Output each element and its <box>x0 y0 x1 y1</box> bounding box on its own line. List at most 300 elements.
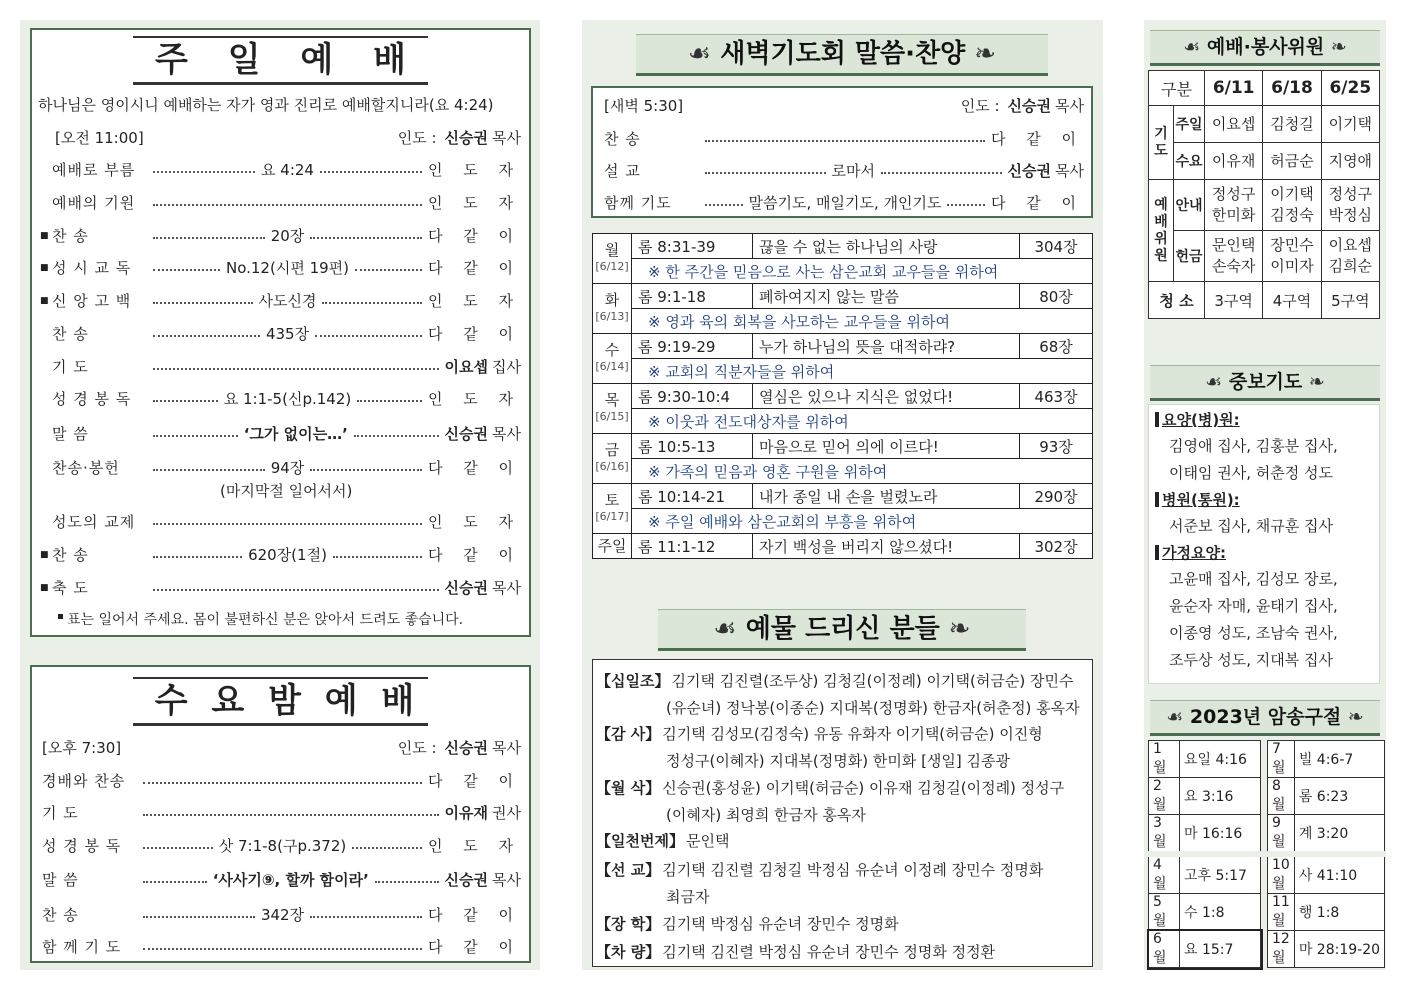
order-person <box>445 869 521 890</box>
memory-verse: 행 1:8 <box>1294 894 1384 931</box>
offering-line <box>596 857 1090 884</box>
leader-dots <box>153 400 218 402</box>
offering-names: 김기택 김성모(김정숙) 유동 유화자 이기택(허금순) 이진형 <box>662 725 1043 743</box>
table-row <box>1149 815 1261 855</box>
offering-entry <box>596 857 1090 911</box>
order-row <box>604 160 1084 181</box>
wednesday-title-wrap <box>30 677 531 726</box>
leader-dots <box>322 302 422 304</box>
memory-month: 10월 <box>1268 854 1295 894</box>
order-person <box>428 290 521 311</box>
dawn-time: [새벽 5:30] <box>604 97 684 115</box>
memory-verse: 마 16:16 <box>1180 815 1261 855</box>
order-label: 설 교 <box>604 162 641 180</box>
leader-dots <box>881 172 1002 174</box>
prayer-row <box>593 259 1093 284</box>
intercession-names: 이종영 성도, 조남숙 권사, <box>1169 624 1338 642</box>
memory-month: 3월 <box>1149 815 1180 855</box>
prayer-row <box>593 359 1093 384</box>
day-name: 목 <box>604 391 620 409</box>
order-detail: 요 1:1-5(신p.142) <box>223 390 352 408</box>
order-row <box>40 388 521 409</box>
order-row <box>42 770 521 791</box>
order-detail: 요 4:24 <box>261 161 314 179</box>
table-header-cell: 구분 <box>1149 71 1205 106</box>
order-label: 함께 기도 <box>604 194 672 212</box>
table-row <box>1268 931 1385 968</box>
person-name: 이요셉 <box>444 358 489 376</box>
order-row <box>40 423 521 444</box>
memory-verse: 요 3:16 <box>1180 778 1261 815</box>
memory-verse: 빌 4:6-7 <box>1294 741 1384 778</box>
order-row <box>40 225 521 246</box>
sunday-leader-role: 목사 <box>492 129 521 147</box>
order-label: 찬 송 <box>52 227 89 245</box>
table-row <box>1149 282 1380 319</box>
order-row <box>40 323 521 344</box>
table-row <box>1268 854 1385 894</box>
offerings-title: 예물 드리신 분들 <box>745 614 940 644</box>
order-label: 경배와 찬송 <box>42 772 126 790</box>
wednesday-leader-label: 인도 : <box>397 739 437 757</box>
stand-mark-icon: ■ <box>40 582 49 593</box>
prayer-topic: ※ 이웃과 전도대상자를 위하여 <box>632 409 1093 434</box>
person-role: 인 도 자 <box>428 292 522 310</box>
day-date: [6/15] <box>595 410 629 423</box>
memory-month: 5월 <box>1149 894 1180 931</box>
day-cell <box>593 484 632 534</box>
table-row <box>1149 854 1261 894</box>
duty-role: 헌금 <box>1174 231 1205 282</box>
dawn-time-row <box>604 95 1084 116</box>
prayer-topic: ※ 가족의 믿음과 영혼 구원을 위하여 <box>632 459 1093 484</box>
table-row <box>1268 741 1385 778</box>
table-header-cell: 6/25 <box>1321 71 1379 106</box>
person-role: 다 같 이 <box>427 938 521 956</box>
sunday-time-row <box>55 127 521 148</box>
leader-dots <box>143 814 439 816</box>
leaf-right-icon: ❧ <box>1308 371 1325 393</box>
day-name: 주일 <box>593 534 632 559</box>
wednesday-time-row <box>42 737 521 758</box>
leader-dots <box>153 556 242 558</box>
intercession-names: 이태임 권사, 허춘정 성도 <box>1169 464 1333 482</box>
leaf-left-icon: ☙ <box>1166 706 1184 728</box>
sermon-topic: 누가 하나님의 뜻을 대적하랴? <box>753 334 1020 359</box>
table-row <box>1149 231 1380 282</box>
bar-mark-icon <box>1155 545 1159 560</box>
order-row <box>40 356 521 377</box>
intercession-title-banner <box>1150 365 1380 401</box>
intercession-group-head: 가정요양: <box>1155 542 1226 563</box>
day-name: 토 <box>604 491 620 509</box>
offering-line <box>596 721 1090 748</box>
day-cell <box>593 334 632 384</box>
order-detail: 94장 <box>270 459 305 477</box>
prayer-row <box>593 409 1093 434</box>
prayer-topic: ※ 주일 예배와 삼은교회의 부흥을 위하여 <box>632 509 1093 534</box>
order-detail: 사도신경 <box>258 292 317 310</box>
order-label: 찬 송 <box>42 906 79 924</box>
dawn-title-banner <box>636 34 1048 76</box>
order-detail: 620장(1절) <box>248 546 327 564</box>
scripture-ref: 롬 9:30-10:4 <box>632 384 753 409</box>
order-row <box>40 577 521 598</box>
leader-dots <box>333 556 422 558</box>
day-date: [6/16] <box>595 460 629 473</box>
memory-verse: 요 15:7 <box>1180 931 1261 968</box>
leader-dots <box>310 916 422 918</box>
prayer-topic: ※ 영과 육의 회복을 사모하는 교우들을 위하여 <box>632 309 1093 334</box>
order-row <box>42 802 521 823</box>
duty-role: 청 소 <box>1149 282 1205 319</box>
order-label: 성 경 봉 독 <box>52 390 132 408</box>
intercession-names: 서준보 집사, 채규훈 집사 <box>1169 517 1333 535</box>
order-label: 말 씀 <box>52 425 89 443</box>
sermon-topic: 자기 백성을 버리지 않으셨다! <box>753 534 1020 559</box>
order-label: 기 도 <box>42 804 79 822</box>
leader-dots <box>153 469 265 471</box>
intercession-names: 김영애 집사, 김홍분 집사, <box>1169 437 1338 455</box>
stand-mark-icon: ■ <box>40 549 49 560</box>
leader-dots <box>705 204 743 206</box>
leader-dots <box>705 140 985 142</box>
scripture-ref: 롬 8:31-39 <box>632 234 753 259</box>
sermon-topic: 폐하여지지 않는 말씀 <box>753 284 1020 309</box>
order-detail: ‘그가 없이는…’ <box>243 425 348 443</box>
table-row <box>1268 815 1385 855</box>
order-row <box>604 192 1084 213</box>
order-row <box>42 869 521 890</box>
offering-category: 【월 삭】 <box>596 779 661 797</box>
table-row <box>1149 741 1261 778</box>
sunday-title-wrap <box>30 36 531 85</box>
prayer-topic: ※ 교회의 직분자들을 위하여 <box>632 359 1093 384</box>
table-row <box>593 234 1093 259</box>
order-label: 찬 송 <box>52 325 89 343</box>
offering-line <box>596 668 1090 695</box>
duty-person: 3구역 <box>1205 282 1263 319</box>
offering-line <box>596 828 1090 855</box>
intercession-title: 중보기도 <box>1228 371 1303 393</box>
order-person <box>445 802 521 823</box>
table-row <box>593 284 1093 309</box>
offering-category: 【감 사】 <box>596 725 661 743</box>
order-detail: No.12(시편 19편) <box>225 259 350 277</box>
order-row <box>42 835 521 856</box>
order-row <box>40 511 521 532</box>
order-label: 기 도 <box>52 358 89 376</box>
duty-role: 주일 <box>1174 106 1205 143</box>
leader-dots <box>153 335 260 337</box>
order-person <box>991 128 1084 149</box>
duty-role: 수요 <box>1174 143 1205 180</box>
duty-person: 문인택 손숙자 <box>1205 231 1263 282</box>
person-role: 집사 <box>492 358 521 376</box>
scripture-ref: 롬 10:5-13 <box>632 434 753 459</box>
leaf-left-icon: ☙ <box>713 614 737 644</box>
leader-dots <box>352 847 422 849</box>
day-date: [6/17] <box>595 510 629 523</box>
memory-month: 2월 <box>1149 778 1180 815</box>
order-detail: 20장 <box>270 227 305 245</box>
order-label: 예배로 부름 <box>52 161 136 179</box>
day-cell <box>593 234 632 284</box>
duty-person: 이요셉 <box>1205 106 1263 143</box>
hymn-number: 304장 <box>1020 234 1093 259</box>
table-row <box>1268 894 1385 931</box>
offering-names-cont: (유순녀) 정낙봉(이종순) 지대복(정명화) 한금자(허춘정) 홍옥자 <box>666 699 1080 717</box>
leader-dots <box>315 335 422 337</box>
memory-verse: 고후 5:17 <box>1180 854 1261 894</box>
person-role: 인 도 자 <box>427 513 521 531</box>
memory-title-banner <box>1150 700 1380 736</box>
day-cell <box>593 434 632 484</box>
duty-role: 안내 <box>1174 180 1205 231</box>
stand-mark-icon: ■ <box>40 295 49 306</box>
scripture-ref: 롬 9:1-18 <box>632 284 753 309</box>
offering-category: 【선 교】 <box>596 861 661 879</box>
hymn-number: 463장 <box>1020 384 1093 409</box>
leader-dots <box>153 589 439 591</box>
bar-mark-icon <box>1155 492 1159 507</box>
person-role: 인 도 자 <box>427 837 521 855</box>
order-row <box>604 128 1084 149</box>
person-role: 권사 <box>492 804 521 822</box>
sermon-topic: 끊을 수 없는 하나님의 사랑 <box>753 234 1020 259</box>
order-label: 찬 송 <box>52 546 89 564</box>
prayer-row <box>593 309 1093 334</box>
duty-person: 허금순 <box>1263 143 1321 180</box>
hymn-number: 80장 <box>1020 284 1093 309</box>
offering-category: 【차 량】 <box>596 943 661 961</box>
scripture-ref: 롬 10:14-21 <box>632 484 753 509</box>
sunday-footnote: 표는 일어서 주세요. 몸이 불편하신 분은 앉아서 드려도 좋습니다. <box>58 609 463 629</box>
memory-month: 12월 <box>1268 931 1295 968</box>
duty-title-banner <box>1150 30 1380 66</box>
sunday-verse: 하나님은 영이시니 예배하는 자가 영과 진리로 예배할지니라(요 4:24) <box>38 96 494 114</box>
order-person <box>428 770 521 791</box>
memory-month: 8월 <box>1268 778 1295 815</box>
day-name: 수 <box>604 341 620 359</box>
order-label: 말 씀 <box>42 871 79 889</box>
order-row <box>40 457 521 478</box>
order-row <box>40 159 521 180</box>
order-person <box>428 936 521 957</box>
leader-dots <box>310 469 422 471</box>
person-role: 다 같 이 <box>428 325 522 343</box>
hymn-number: 302장 <box>1020 534 1093 559</box>
table-row <box>1149 894 1261 931</box>
sunday-leader-name: 신승권 <box>444 129 489 147</box>
hymn-number: 290장 <box>1020 484 1093 509</box>
sunday-time: [오전 11:00] <box>55 129 144 147</box>
duty-group: 예배위원 <box>1149 180 1174 282</box>
order-row <box>42 936 521 957</box>
order-detail: ‘사사기⑨, 할까 함이라’ <box>212 871 369 889</box>
person-name: 신승권 <box>1007 162 1052 180</box>
day-name: 금 <box>604 441 620 459</box>
person-role: 목사 <box>492 871 522 889</box>
person-role: 다 같 이 <box>991 194 1085 212</box>
leader-dots <box>143 916 255 918</box>
order-person <box>428 511 521 532</box>
leader-dots <box>705 172 826 174</box>
intercession-names: 고윤매 집사, 김성모 장로, <box>1169 570 1338 588</box>
memory-month: 4월 <box>1149 854 1180 894</box>
table-header-cell: 6/11 <box>1205 71 1263 106</box>
dawn-leader-role: 목사 <box>1055 97 1084 115</box>
person-role: 다 같 이 <box>427 772 521 790</box>
offering-line <box>596 775 1090 802</box>
order-person <box>445 577 521 598</box>
memory-month: 11월 <box>1268 894 1295 931</box>
leader-dots <box>320 171 422 173</box>
weekly-dawn-table <box>592 233 1093 559</box>
leader-dots <box>375 881 439 883</box>
person-role: 다 같 이 <box>428 259 522 277</box>
leader-dots <box>153 237 265 239</box>
leader-dots <box>153 269 220 271</box>
order-label: 성 경 봉 독 <box>42 837 122 855</box>
order-person <box>991 192 1084 213</box>
person-name: 신승권 <box>444 579 489 597</box>
leader-dots <box>143 881 207 883</box>
duty-person: 이유재 <box>1205 143 1263 180</box>
day-date: [6/13] <box>595 310 629 323</box>
table-row <box>1149 778 1261 815</box>
order-label: 축 도 <box>52 579 89 597</box>
person-role: 인 도 자 <box>427 194 521 212</box>
memory-month: 9월 <box>1268 815 1295 855</box>
duty-person: 이기택 <box>1321 106 1379 143</box>
day-name: 화 <box>604 291 620 309</box>
scripture-ref: 롬 11:1-12 <box>632 534 753 559</box>
order-row <box>40 290 521 311</box>
leader-dots <box>355 269 422 271</box>
leaf-left-icon: ☙ <box>1183 36 1201 58</box>
order-person <box>1008 160 1084 181</box>
leaf-right-icon: ❧ <box>1347 706 1364 728</box>
person-role: 목사 <box>492 579 521 597</box>
stand-mark-icon <box>58 614 63 619</box>
order-person <box>428 835 521 856</box>
duty-person: 4구역 <box>1263 282 1321 319</box>
order-person <box>445 356 521 377</box>
memory-verse: 롬 6:23 <box>1294 778 1384 815</box>
sunday-leader-label: 인도 : <box>397 129 437 147</box>
order-detail: 말씀기도, 매일기도, 개인기도 <box>748 194 942 212</box>
day-cell <box>593 384 632 434</box>
intercession-list <box>1148 404 1380 684</box>
table-row <box>1268 778 1385 815</box>
offering-entry <box>596 828 1090 855</box>
memory-table-left <box>1148 740 1261 968</box>
table-row <box>1149 180 1380 231</box>
dawn-title: 새벽기도회 말씀·찬양 <box>720 39 966 69</box>
order-detail: 삿 7:1-8(구p.372) <box>218 837 347 855</box>
duty-person: 이기택 김정숙 <box>1263 180 1321 231</box>
leader-dots <box>143 847 213 849</box>
offering-names: 김기택 김진렬 박정심 유순녀 장민수 정명화 정정환 <box>662 943 996 961</box>
leaf-left-icon: ☙ <box>687 39 712 69</box>
person-name: 신승권 <box>444 871 489 889</box>
offering-names: 김기택 박정심 유순녀 장민수 정명화 <box>662 915 899 933</box>
order-label: 성 시 교 독 <box>52 259 132 277</box>
duty-person: 이요셉 김희순 <box>1321 231 1379 282</box>
person-role: 인 도 자 <box>427 161 521 179</box>
sermon-topic: 열심은 있으나 지식은 없었다! <box>753 384 1020 409</box>
person-role: 다 같 이 <box>427 227 521 245</box>
leaf-left-icon: ☙ <box>1205 371 1223 393</box>
order-person <box>445 423 521 444</box>
day-date: [6/12] <box>595 260 629 273</box>
order-row <box>40 544 521 565</box>
offering-entry <box>596 668 1090 722</box>
leader-dots <box>153 171 255 173</box>
duty-title: 예배·봉사위원 <box>1206 36 1325 58</box>
duty-person: 김청길 <box>1263 106 1321 143</box>
order-row <box>42 904 521 925</box>
stand-mark-icon: ■ <box>40 230 49 241</box>
leader-dots <box>153 435 238 437</box>
leader-dots <box>357 400 422 402</box>
offering-line <box>596 911 1090 938</box>
intercession-names: 윤순자 자매, 윤태기 집사, <box>1169 597 1338 615</box>
leader-dots <box>947 204 985 206</box>
leader-dots <box>153 523 422 525</box>
order-label: 찬 송 <box>604 130 641 148</box>
person-role: 목사 <box>1055 162 1085 180</box>
offering-entry <box>596 721 1090 775</box>
prayer-row <box>593 509 1093 534</box>
bar-mark-icon <box>1155 412 1159 427</box>
offering-entry <box>596 911 1090 938</box>
table-row <box>593 484 1093 509</box>
table-row <box>1149 143 1380 180</box>
memory-verse: 사 41:10 <box>1294 854 1384 894</box>
prayer-row <box>593 459 1093 484</box>
table-row <box>593 384 1093 409</box>
hymn-number: 93장 <box>1020 434 1093 459</box>
memory-verse: 마 28:19-20 <box>1294 931 1384 968</box>
leader-dots <box>354 435 439 437</box>
hymn-number: 68장 <box>1020 334 1093 359</box>
order-person <box>428 323 521 344</box>
day-name: 월 <box>604 241 620 259</box>
wednesday-title: 수 요 밤 예 배 <box>133 677 429 726</box>
intercession-names: 조두상 성도, 지대복 집사 <box>1169 651 1333 669</box>
table-row <box>593 434 1093 459</box>
offerings-title-banner <box>658 609 1026 651</box>
person-role: 다 같 이 <box>427 459 521 477</box>
memory-verse: 요일 4:16 <box>1180 741 1261 778</box>
offering-category: 【십일조】 <box>596 672 670 690</box>
offering-names: 김기택 김진렬 김청길 박정심 유순녀 이정례 장민수 정명화 <box>662 861 1044 879</box>
offering-line <box>596 939 1090 966</box>
duty-person: 5구역 <box>1321 282 1379 319</box>
person-role: 다 같 이 <box>428 906 522 924</box>
person-role: 다 같 이 <box>990 130 1084 148</box>
intercession-group-head: 요양(병)원: <box>1155 409 1240 430</box>
duty-table <box>1148 70 1380 319</box>
person-role: 다 같 이 <box>427 546 521 564</box>
order-row <box>40 257 521 278</box>
stand-mark-icon: ■ <box>40 262 49 273</box>
order-label: 예배의 기원 <box>52 194 136 212</box>
table-row <box>593 534 1093 559</box>
leaf-right-icon: ❧ <box>1330 36 1347 58</box>
